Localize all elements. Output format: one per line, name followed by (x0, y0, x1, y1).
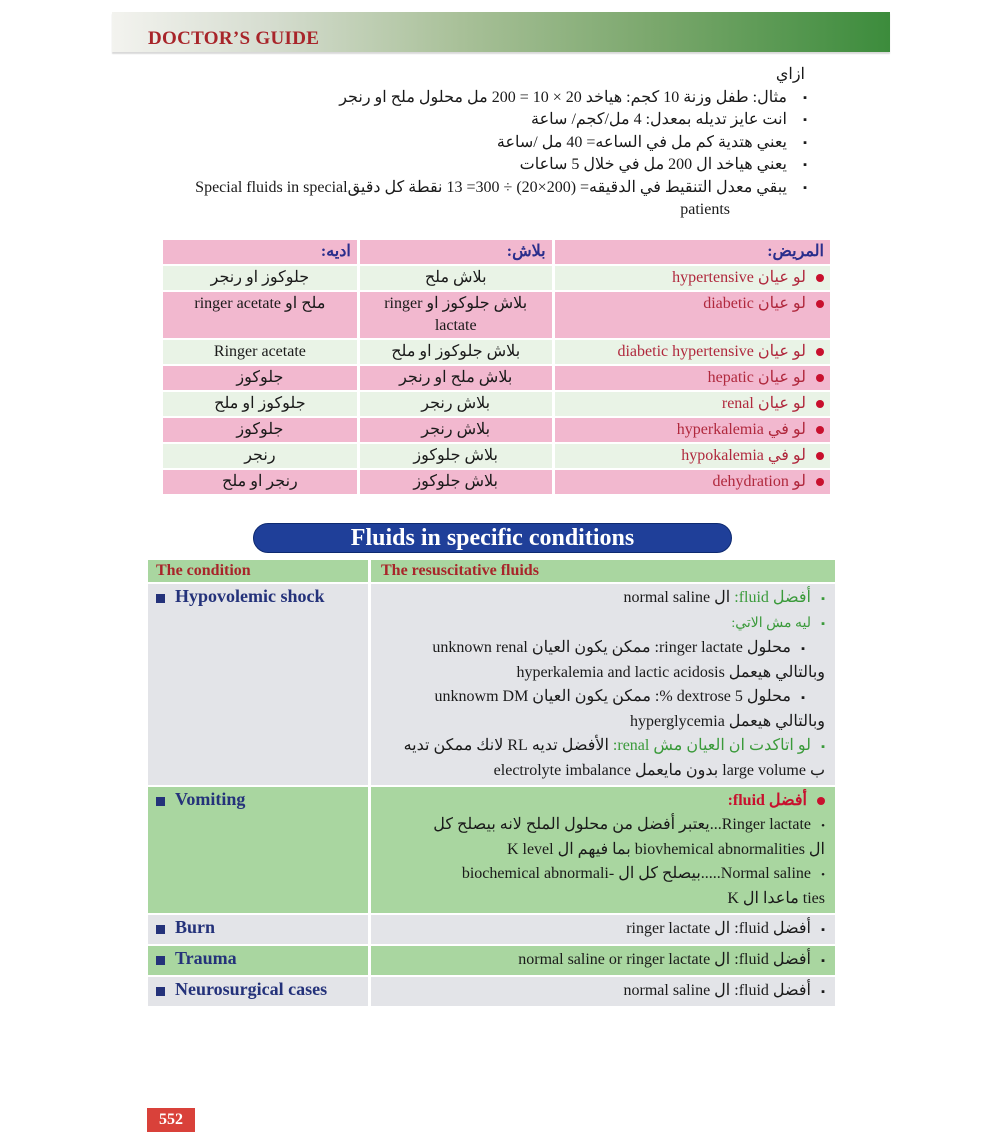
simple-condition-rows (148, 915, 835, 1006)
rl-reason-cont: وبالتالي هيعمل hyperkalemia and lactic acidosis (516, 664, 825, 681)
confirm-label: لو اتاكدت ان العيان مش renal: (612, 737, 811, 754)
avoid-cell: بلاش جلوكوز او ringer lactate (360, 292, 552, 338)
give-cell: Ringer acetate (163, 340, 357, 364)
condition-name: Trauma (175, 948, 237, 968)
best-fluid-value: ال normal saline (623, 589, 731, 606)
square-bullet-icon (156, 797, 165, 806)
bullet-dot-icon (816, 274, 824, 282)
patient-text: لو dehydration (712, 473, 806, 490)
table-row (163, 470, 830, 494)
give-cell: جلوكوز او ملح (163, 392, 357, 416)
header-condition: The condition (148, 560, 368, 582)
running-header-title: DOCTOR’S GUIDE (148, 28, 320, 49)
intro-bullet: ▪ يعني هياخد ال 200 مل في خلال 5 ساعات (145, 154, 787, 177)
rl-note-cont: ال biovhemical abnormalities بما فيهم ال K level (506, 841, 825, 858)
best-fluid-label: أفضل fluid: (727, 792, 807, 809)
patient-text: لو عيان hepatic (707, 369, 806, 386)
conditions-header-row (148, 560, 835, 582)
avoid-cell: بلاش جلوكوز (360, 444, 552, 468)
patient-cell (555, 470, 830, 494)
condition-row-vomiting (148, 787, 835, 913)
why-not-label: ليه مش الاتي: (731, 616, 811, 631)
patient-text: لو في hyperkalemia (676, 421, 806, 438)
table-row (163, 366, 830, 390)
intro-bullets (145, 87, 815, 200)
bullet-dot-icon (816, 478, 824, 486)
bullet-dot-icon (816, 374, 824, 382)
table-row (163, 292, 830, 338)
condition-fluids: ▪أفضل fluid: ال normal saline ▪ليه مش الاتي: ▪محلول ringer lactate: ممكن يكون العيان unknown renal وبالتالي هيعمل hyperkalemia and lactic acidosis ▪محلول 5 dextrose %: ممكن يكون العيان unknowm DM وبالتالي هيعمل hyperglycemia ▪لو اتاكدت ان العيان مش renal: الأفضل تديه RL لانك ممكن تديه ب large volume بدون مايعمل electrolyte imbalance (371, 584, 835, 785)
fluid-text: أفضل fluid: ال ringer lactate (626, 920, 811, 937)
avoid-cell: بلاش ملح او رنجر (360, 366, 552, 390)
confirm-text-cont: ب large volume بدون مايعمل electrolyte imbalance (493, 762, 825, 779)
condition-fluids: أفضل fluid: •Ringer lactate...يعتبر أفضل من محلول الملح لانه بيصلح كل ال biovhemical abnormalities بما فيهم ال K level •Normal saline.....بيصلح كل ال -biochemical abnormali ties ماعدا ال K (371, 787, 835, 913)
intro-bullet: ▪ انت عايز تديله بمعدل: 4 مل/كجم/ ساعة (145, 109, 787, 132)
intro-bullet: ▪ يبقي معدل التنقيط في الدقيقه= (200×20) ÷ 300= 13 نقطة كل دقيقSpecial fluids in special (145, 177, 787, 200)
dextrose-reason: محلول 5 dextrose %: ممكن يكون العيان unknowm DM (434, 688, 791, 705)
give-cell: جلوكوز او رنجر (163, 266, 357, 290)
table-row (163, 266, 830, 290)
condition-row (148, 977, 835, 1006)
table-row (163, 340, 830, 364)
header-patient: المريض: (555, 240, 830, 264)
patient-cell (555, 292, 830, 338)
table-row (163, 392, 830, 416)
bullet-dot-icon (816, 452, 824, 460)
give-cell: جلوكوز (163, 418, 357, 442)
patient-cell (555, 266, 830, 290)
fluid-text: أفضل fluid: ال normal saline (623, 982, 811, 999)
avoid-cell: بلاش رنجر (360, 392, 552, 416)
condition-row-hypovolemic (148, 584, 835, 785)
condition-fluids: ▪أفضل fluid: ال ringer lactate (371, 915, 835, 944)
square-bullet-icon (156, 925, 165, 934)
patient-cell (555, 366, 830, 390)
condition-fluids: ▪أفضل fluid: ال normal saline or ringer lactate (371, 946, 835, 975)
patient-text: لو عيان hypertensive (672, 269, 806, 286)
avoid-cell: بلاش رنجر (360, 418, 552, 442)
condition-row (148, 946, 835, 975)
patient-cell (555, 392, 830, 416)
rl-reason: محلول ringer lactate: ممكن يكون العيان unknown renal (432, 639, 791, 656)
square-bullet-icon (156, 956, 165, 965)
condition-name: Neurosurgical cases (175, 979, 328, 999)
red-dot-icon (817, 797, 825, 805)
patient-table-body (163, 266, 830, 494)
bullet-dot-icon (816, 426, 824, 434)
condition-row (148, 915, 835, 944)
table-row (163, 418, 830, 442)
patient-fluids-table (160, 238, 833, 496)
conditions-table (148, 560, 835, 1008)
patient-cell (555, 418, 830, 442)
avoid-cell: بلاش جلوكوز (360, 470, 552, 494)
avoid-cell: بلاش ملح (360, 266, 552, 290)
header-avoid: بلاش: (360, 240, 552, 264)
give-cell: جلوكوز (163, 366, 357, 390)
ns-note-cont: ties ماعدا ال K (727, 890, 825, 907)
bullet-dot-icon (816, 300, 824, 308)
patient-text: لو عيان diabetic hypertensive (617, 343, 806, 360)
give-cell: رنجر او ملح (163, 470, 357, 494)
page-number: 552 (147, 1108, 195, 1132)
table-row (163, 444, 830, 468)
condition-name: Burn (175, 917, 216, 937)
patient-text: لو عيان diabetic (703, 295, 806, 312)
give-cell: رنجر (163, 444, 357, 468)
give-cell: ملح او ringer acetate (163, 292, 357, 338)
dextrose-reason-cont: وبالتالي هيعمل hyperglycemia (630, 713, 825, 730)
header-fluids: The resuscitative fluids (371, 560, 835, 582)
confirm-text: الأفضل تديه RL لانك ممكن تديه (403, 737, 609, 754)
best-fluid-label: أفضل fluid: (734, 589, 811, 606)
intro-continuation: patients (680, 201, 730, 218)
table-header-row (163, 240, 830, 264)
square-bullet-icon (156, 987, 165, 996)
patient-text: لو عيان renal (721, 395, 806, 412)
bullet-dot-icon (816, 348, 824, 356)
condition-name: Vomiting (175, 789, 246, 809)
avoid-cell: بلاش جلوكوز او ملح (360, 340, 552, 364)
intro-bullet: ▪ مثال: طفل وزنة 10 كجم: هياخد 20 × 10 = 200 مل محلول ملح او رنجر (145, 87, 787, 110)
patient-text: لو في hypokalemia (681, 447, 806, 464)
condition-fluids: ▪أفضل fluid: ال normal saline (371, 977, 835, 1006)
bullet-dot-icon (816, 400, 824, 408)
patient-cell (555, 340, 830, 364)
rl-note: Ringer lactate...يعتبر أفضل من محلول الملح لانه بيصلح كل (433, 816, 811, 833)
section-banner: Fluids in specific conditions (253, 523, 732, 553)
ns-note: Normal saline.....بيصلح كل ال -biochemical abnormali (461, 865, 811, 882)
fluid-text: أفضل fluid: ال normal saline or ringer lactate (518, 951, 811, 968)
intro-bullet: ▪ يعني هتدية كم مل في الساعه= 40 مل /ساعة (145, 132, 787, 155)
header-give: اديه: (163, 240, 357, 264)
square-bullet-icon (156, 594, 165, 603)
condition-name: Hypovolemic shock (175, 586, 325, 606)
patient-cell (555, 444, 830, 468)
intro-lead: ازاي (775, 66, 805, 83)
intro-section (145, 64, 815, 222)
